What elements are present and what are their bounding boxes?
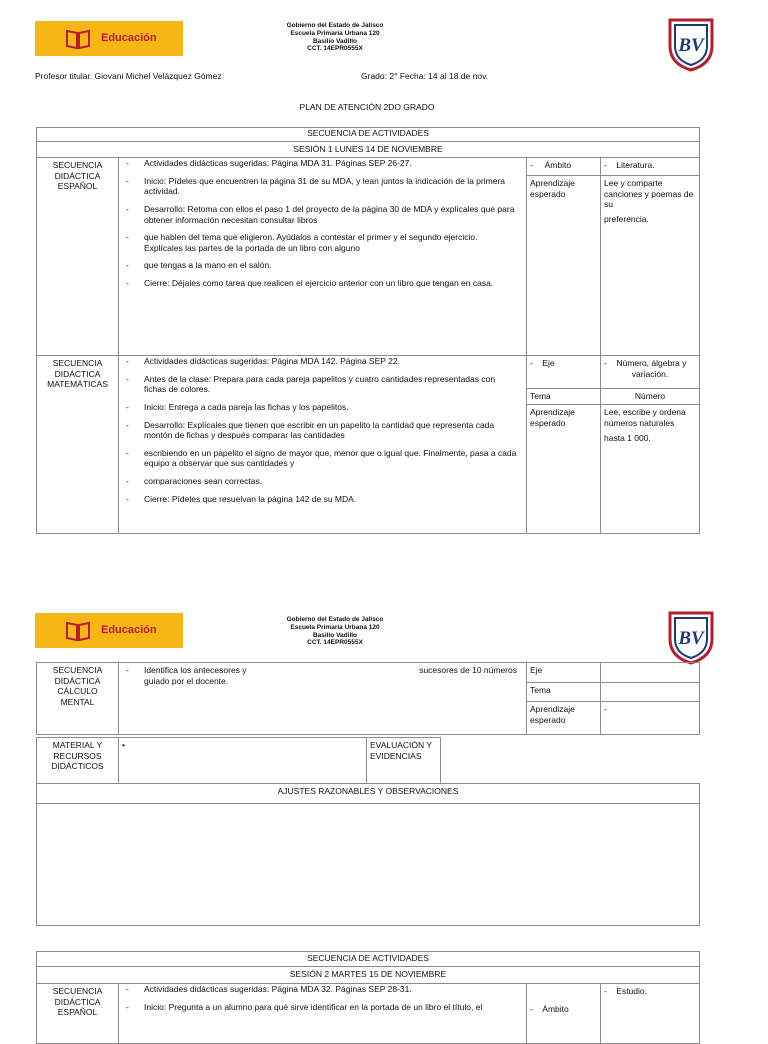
page-1: [0, 0, 768, 520]
grade-date: Grado: 2° Fecha: 14 al 18 de nov.: [361, 71, 489, 81]
activity-item: - Desarrollo: Retoma con ellos el paso 1 del proyecto de la página 30 de MDA y explícales que para obtener información necesitan consultar libros: [126, 203, 515, 225]
educacion-logo: [35, 21, 183, 56]
eje-label: Eje: [527, 663, 601, 683]
session-1-table: [36, 127, 700, 534]
activity-item: - Actividades didácticas sugeridas: Página MDA 142. Página SEP 22.: [126, 356, 400, 366]
ambito-value: - Estudio.: [601, 984, 700, 1044]
tema-label: Tema: [527, 389, 601, 405]
school-header: [250, 616, 420, 647]
aprendizaje-label: Aprendizaje esperado: [527, 176, 601, 356]
ajustes-label: AJUSTES RAZONABLES Y OBSERVACIONES: [37, 784, 700, 804]
gov-line: Gobierno del Estado de Jalisco: [286, 22, 384, 29]
activity-item: - que hablen del tema que eligieron. Ayúdalos a contestar el primer y el segundo ejercicio. Explícales las partes de la portada de un libro con alguno: [126, 232, 478, 253]
subject-label-espanol: SECUENCIA DIDÁCTICA ESPAÑOL: [37, 158, 119, 356]
gov-line: CCT. 14EPR0555X: [307, 45, 363, 53]
school-crest: [666, 16, 716, 72]
material-table: [36, 737, 700, 926]
session-2-table: [36, 951, 700, 1044]
book-icon: [65, 28, 91, 50]
activity-item: - Antes de la clase: Prepara para cada pareja papelitos y cuatro cantidades representadas con fichas de colores.: [126, 373, 496, 395]
session-title: SESIÓN 1 LUNES 14 DE NOVIEMBRE: [37, 142, 700, 158]
subject-label-calculo: SECUENCIA DIDÁCTICA CÁLCULO MENTAL: [37, 663, 119, 735]
calculo-table: [36, 662, 700, 735]
activity-item: - que tengas a la mano en el salón.: [126, 260, 272, 271]
section-heading: SECUENCIA DE ACTIVIDADES: [37, 952, 700, 967]
activity-item: - Cierre: Déjales como tarea que realicen el ejercicio anterior con un libro que tengan en casa.: [126, 278, 494, 288]
tema-value: [601, 683, 700, 702]
school-crest: [666, 609, 716, 665]
activity-item: - Desarrollo: Explícales que tienen que escribir en un papelito la cantidad que representa cada montón de fichas y después comparar las cantidades: [126, 419, 495, 441]
gov-line: Escuela Primaria Urbana 120: [290, 29, 380, 37]
activities-espanol: [119, 158, 527, 356]
eje-label: - Eje: [527, 356, 601, 389]
school-header: [250, 22, 420, 53]
material-value: •: [119, 738, 367, 784]
activity-item: - Inicio: Entrega a cada pareja las fichas y los papelitos.: [126, 401, 349, 412]
activity-text: sucesores de 10 números: [419, 665, 517, 675]
activity-item: - Inicio: Pregunta a un alumno para qué sirve identificar en la portada de un libro el título, el: [126, 1001, 483, 1012]
activities-calculo: - Identifica los antecesores y guiado por el docente. sucesores de 10 números: [119, 663, 527, 735]
eje-value: [601, 663, 700, 683]
tema-label: Tema: [527, 683, 601, 702]
teacher-name: Profesor titular. Giovani Michel Velázquez Gómez: [35, 71, 222, 81]
activity-item: - comparaciones sean correctas.: [126, 476, 263, 486]
ajustes-area: [37, 804, 700, 926]
crest-letters: BV: [678, 35, 704, 56]
aprendizaje-value: -: [601, 702, 700, 735]
book-icon: [65, 620, 91, 642]
gov-line: CCT. 14EPR0555X: [307, 639, 363, 647]
eje-value: - Número, álgebra y variación.: [601, 356, 700, 389]
gov-line: Basilio Vadillo: [312, 37, 358, 45]
educacion-logo: [35, 613, 183, 648]
ambito-label: - Ámbito: [527, 984, 601, 1044]
aprendizaje-value: Lee, escribe y ordena números naturales hasta 1 000.: [601, 405, 700, 534]
activity-item: - Actividades didácticas sugeridas: Página MDA 31. Páginas SEP 26-27.: [126, 158, 412, 168]
aprendizaje-value: Lee y comparte canciones y poemas de su preferencia.: [601, 176, 700, 356]
activities-matematicas: [119, 356, 527, 534]
activity-item: - Inicio: Pídeles que encuentren la página 31 de su MDA, y lean juntos la indicación de la primera actividad.: [126, 175, 505, 197]
subject-label-matematicas: SECUENCIA DIDÁCTICA MATEMÁTICAS: [37, 356, 119, 534]
activity-item: - escribiendo en un papelito el signo de mayor que, menor que o igual que. Finalmente, pasa a cada equipo a observar que sus cantidades y: [126, 447, 517, 469]
gov-line: Escuela Primaria Urbana 120: [290, 623, 380, 631]
activity-item: - Cierre: Pídeles que resuelvan la página 142 de su MDA.: [126, 493, 357, 504]
plan-title: PLAN DE ATENCIÓN 2DO GRADO: [299, 102, 435, 112]
gov-line: Basilio Vadillo: [312, 631, 358, 639]
logo-text: Educación: [101, 623, 157, 636]
subject-label-espanol: SECUENCIA DIDÁCTICA ESPAÑOL: [37, 984, 119, 1044]
evaluacion-label: EVALUACIÓN Y EVIDENCIAS: [367, 738, 441, 784]
aprendizaje-label: Aprendizaje esperado: [527, 702, 601, 735]
gov-line: Gobierno del Estado de Jalisco: [286, 616, 384, 623]
ambito-label: - Ámbito: [527, 158, 601, 176]
material-label: MATERIAL Y RECURSOS DIDÁCTICOS: [37, 738, 119, 784]
logo-text: Educación: [101, 31, 157, 44]
evaluacion-value: [441, 738, 700, 784]
session-title: SESIÓN 2 MARTES 15 DE NOVIEMBRE: [37, 967, 700, 984]
page-2: [0, 595, 768, 1024]
tema-value: Número: [601, 389, 700, 405]
crest-letters: BV: [678, 628, 704, 649]
ambito-value: - Literatura.: [601, 158, 700, 176]
section-heading: SECUENCIA DE ACTIVIDADES: [37, 128, 700, 142]
activity-text: Identifica los antecesores y guiado por el docente.: [144, 665, 247, 686]
activity-item: - Actividades didácticas sugeridas: Página MDA 32. Páginas SEP 28-31.: [126, 984, 412, 994]
aprendizaje-label: Aprendizaje esperado: [527, 405, 601, 534]
activities-espanol-2: [119, 984, 527, 1044]
